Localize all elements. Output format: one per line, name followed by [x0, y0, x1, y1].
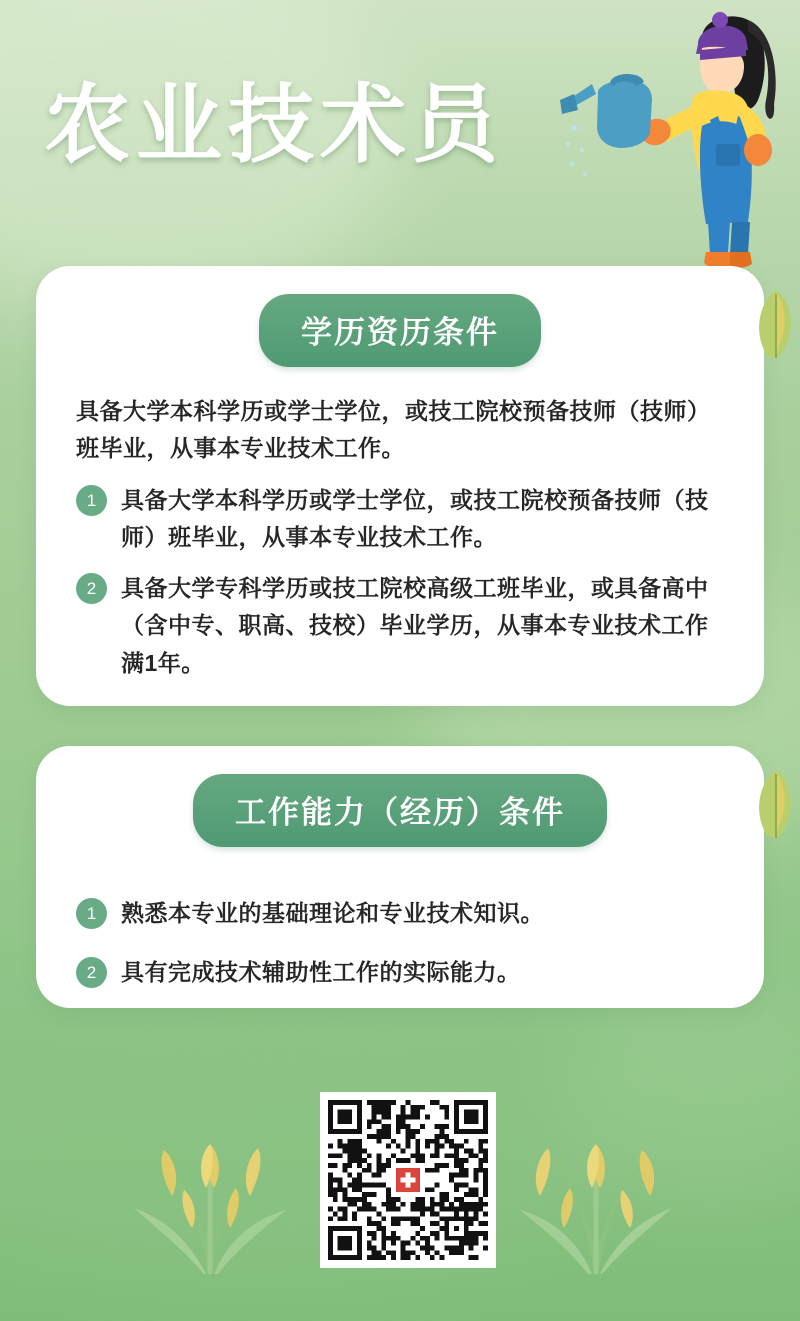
leaf-icon	[752, 768, 798, 842]
qr-code-image	[328, 1100, 488, 1260]
work-ability-card-body	[36, 847, 764, 992]
section-title-education: 学历资历条件	[259, 294, 541, 367]
list-item-text: 具有完成技术辅助性工作的实际能力。	[121, 959, 521, 986]
list-item	[76, 895, 724, 932]
list-item	[76, 482, 724, 557]
qr-code[interactable]	[320, 1092, 496, 1268]
list-item-number: 1	[76, 485, 107, 516]
education-requirements-card	[36, 266, 764, 706]
list-item-text: 具备大学本科学历或学士学位，或技工院校预备技师（技师）班毕业，从事本专业技术工作。	[121, 486, 709, 550]
list-item-text: 具备大学专科学历或技工院校高级工班毕业，或具备高中（含中专、职高、技校）毕业学历，从事本专业技术工作满1年。	[121, 575, 709, 676]
education-card-body	[36, 367, 764, 682]
list-item-text: 熟悉本专业的基础理论和专业技术知识。	[121, 900, 544, 926]
wheat-illustration	[508, 1078, 688, 1278]
list-item-number: 2	[76, 957, 107, 988]
page-title: 农业技术员	[44, 77, 504, 173]
list-item-number: 1	[76, 898, 107, 929]
education-intro-text: 具备大学本科学历或学士学位，或技工院校预备技师（技师）班毕业，从事本专业技术工作。	[76, 398, 711, 462]
list-item	[76, 954, 724, 991]
poster-header	[0, 0, 800, 270]
section-title-work-ability: 工作能力（经历）条件	[193, 774, 607, 847]
wheat-illustration	[118, 1078, 298, 1278]
section-badge-wrap	[36, 294, 764, 367]
poster-footer	[0, 1060, 800, 1321]
work-ability-requirements-card	[36, 746, 764, 1008]
farmer-watering-plants-illustration	[552, 8, 782, 270]
leaf-icon	[752, 288, 798, 362]
list-item	[76, 570, 724, 682]
list-item-number: 2	[76, 573, 107, 604]
section-badge-wrap	[36, 774, 764, 847]
